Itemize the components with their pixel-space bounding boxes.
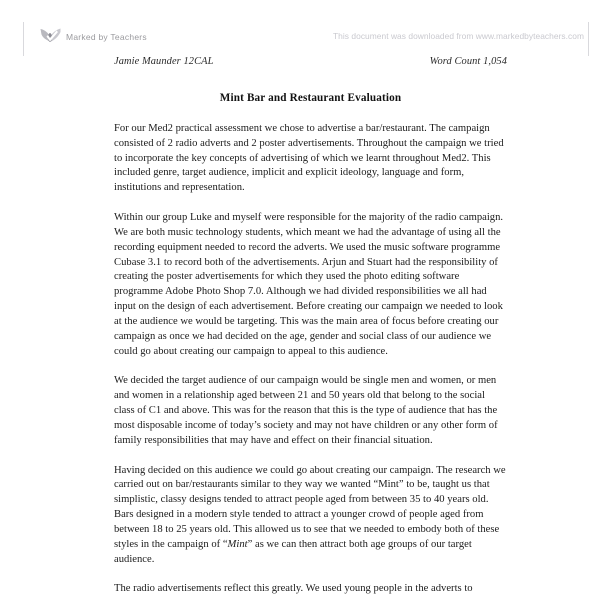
download-notice: This document was downloaded from www.markedbyteachers.com [333,31,584,41]
logo-text: Marked by Teachers [66,31,147,42]
brand-name-mint: Mint [227,538,248,550]
page-title: Mint Bar and Restaurant Evaluation [219,92,402,104]
document-body [114,56,507,597]
watermark-header-band [0,22,612,56]
paragraph-3: We decided the target audience of our campaign would be single men and women, or men and women in a relationship aged between 21 and 50 years old that belong to the social class of C1 and above. This was for the reason that this is the type of audience that has the most disposable income of today’s society and may not have children or any other form of family responsibilities that may have and effect on their financial situation. [114,375,498,446]
paragraph-1: For our Med2 practical assessment we chose to advertise a bar/restaurant. The campaign consisted of 2 radio adverts and 2 poster advertisements. Throughout the campaign we tried to incorporate the key concepts of advertising of which we learnt throughout Med2. This included genre, target audience, implicit and explicit ideology, language and form, institutions and representation. [114,123,504,194]
paragraph-2: Within our group Luke and myself were responsible for the majority of the radio campaign. We are both music technology students, which meant we had the advantage of using all the recording equipment needed to record the adverts. We used the music software programme Cubase 3.1 to record both of the advertisements. Arjun and Stuart had the responsibility of creating the poster advertisements for which they used the photo editing software programme Adobe Photo Shop 7.0. Although we had divided responsibilities we all had input on the design of each advertisement. Before creating our campaign we needed to look at the audience we would be targeting. This was the main area of focus before creating our campaign as once we had decided on the age, gender and social class of our audience we could go about creating our campaign to appeal to this audience. [114,212,504,357]
paragraph-4 [114,464,507,568]
butterfly-check-logo-icon [40,28,61,45]
paragraph-4-text-after: ” as we can then attract both age groups of our target audience. [114,538,472,565]
byline [114,56,507,67]
paragraph-4-text-before: Having decided on this audience we could go about creating our campaign. The research we carried out on bar/restaurants similar to they way we wanted “Mint” to be, taught us that simplistic, classy designs tended to attract people aged from between 35 to 40 years old. Bars designed in a modern style tended to attract a younger crowd of people aged from between 18 to 25 years old. This allowed us to see that we needed to embody both of these styles in the campaign of “ [114,464,506,550]
word-count: Word Count 1,054 [429,56,507,67]
header-rule-left [23,22,24,56]
author-name: Jamie Maunder 12CAL [114,56,214,67]
marked-by-teachers-logo [40,28,147,45]
header-rule-right [588,22,589,56]
paragraph-5: The radio advertisements reflect this greatly. We used young people in the adverts to [114,583,473,595]
